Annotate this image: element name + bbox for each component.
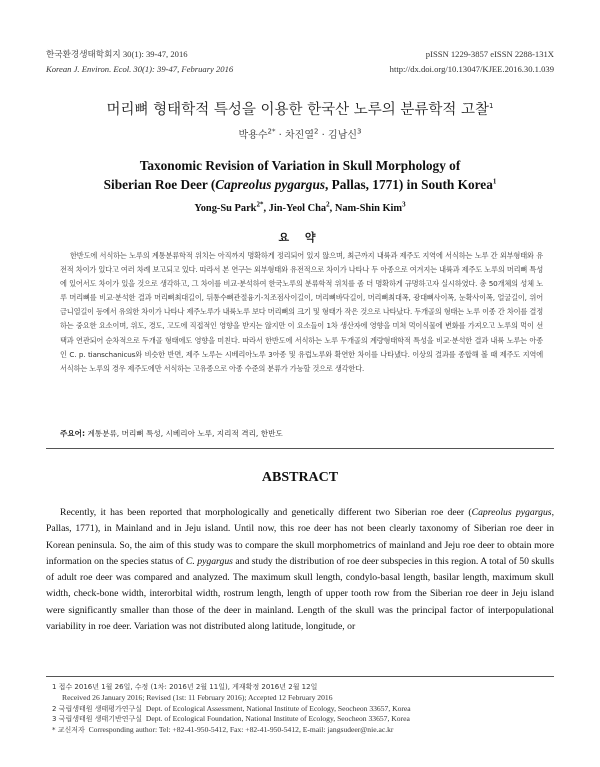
affiliation-en: Dept. of Ecological Assessment, National Institute of Ecology, Seocheon 33657, Korea [145, 703, 411, 713]
author-en-1: Yong-Su Park [194, 203, 257, 214]
author-kr-3-affil: 3 [357, 127, 362, 136]
author-separator: · [321, 130, 325, 141]
keywords [60, 428, 543, 439]
author-en-2: Jin-Yeol Cha [268, 203, 327, 214]
doi-link[interactable]: http://dx.doi.org/10.13047/KJEE.2016.30.1.039 [389, 64, 554, 74]
abstract-heading: ABSTRACT [261, 470, 339, 485]
journal-identifiers [390, 47, 554, 77]
species-name: C. pygargus [185, 555, 233, 567]
authors-english [0, 200, 600, 214]
author-separator: , [329, 203, 335, 214]
species-name: Capreolus pygargus [471, 507, 552, 518]
abstract-english-body [46, 505, 554, 635]
journal-citation-en: Korean J. Environ. Ecol. 30(1): 39-47, February 2016 [46, 64, 234, 74]
author-separator: , [263, 203, 269, 214]
title-text: Siberian Roe Deer ( [103, 177, 216, 192]
author-kr-2-affil: 2 [314, 127, 319, 136]
abstract-text: , Pallas, 1771), in Mainland and in Jeju island. Until now, this roe deer has not been clearly taxonomy of Siberian roe deer in Korean peninsula. So, the aim of this study was to compare the skull morphometrics of mainland and Jeju roe deer to obtain more information on the species status of [46, 507, 554, 567]
title-english-line2 [0, 175, 600, 194]
corresponding-label: * 교신저자 [52, 726, 85, 735]
issn: pISSN 1229-3857 eISSN 2288-131X [425, 49, 554, 59]
abstract-korean-body: 한반도에 서식하는 노루의 계통분류학적 위치는 아직까지 명확하게 정리되어 있지 않으며, 최근까지 내륙과 제주도 지역에 서식하는 노루 간 외부형태와 유전적 차이가 있다고 여러 차례 보고되고 있다. 따라서 본 연구는 외부형태와 유전적으로 차이가 나타나 두 아종으로 여겨지는 내륙과 제주도 노루의 머리뼈 특성에 있어서도 차이가 있을 것으로 생각하고, 그 차이를 비교·분석하여 한국노루의 분류학적 위치를 좀 더 명확하게 규명하고자 실시하였다. 총 50개체의 성체 노루 머리뼈를 비교·분석한 결과 머리뼈최대길이, 뒤통수뼈관절융기-치조점사이길이, 머리뼈바닥길이, 머리뼈최대폭, 광대뼈사이폭, 눈확사이폭, 얼굴길이, 위어금니열길이 등에서 유의한 차이가 나타나 제주노루가 내륙노루 보다 머리뼈의 크기 및 형태가 작은 것으로 나타났다. 두개골의 형태는 노루 이종 간 차이를 결정하는 중요한 요소이며, 위도, 경도, 고도에 직접적인 영향을 받지는 않지만 이 요소들이 1차 생산자에 영향을 미쳐 먹이식물에 변화를 가져오고 노루의 먹이 선택과 연관되어 순차적으로 두개골 형태에도 영향을 미친다. 따라서 한반도에 서식하는 노루 두개골의 계량형태학적 특성을 비교·분석한 결과 내륙 노루는 아종인 C. p. tianschanicus와 비슷한 반면, 제주 노루는 시베리아노루 3아종 및 유럽노루와 확연한 차이를 나타냈다. 이상의 결과를 종합해 볼 때 제주도 지역에 서식하는 노루의 경우 제주도에만 서식하는 고유종으로 아종 수준의 분류가 가능할 것으로 생각한다. [60, 251, 543, 373]
footnotes [52, 682, 554, 736]
title-english [0, 156, 600, 194]
footnote-affiliation-2 [52, 704, 554, 715]
author-kr-1: 박용수 [238, 130, 268, 141]
title-korean [0, 98, 600, 119]
footnote-affiliation-3 [52, 714, 554, 725]
species-name: Capreolus pygargus [215, 177, 326, 192]
author-kr-2: 차진열 [285, 130, 314, 141]
journal-citation-kr: 한국환경생태학회지 30(1): 39-47, 2016 [46, 49, 188, 59]
footnote-received-en: Received 26 January 2016; Revised (1st: 11 February 2016); Accepted 12 February 2016 [62, 692, 333, 702]
authors-korean [0, 126, 600, 141]
keywords-list: 계통분류, 머리뼈 특성, 시베리아 노루, 지리적 격리, 한반도 [87, 429, 283, 438]
author-kr-3: 김남신 [328, 130, 358, 141]
affiliation-kr: 2 국립생태원 생태평가연구실 [52, 704, 143, 713]
footnote-corresponding-author [52, 725, 554, 736]
keywords-label: 주요어: [60, 429, 86, 438]
affiliation-en: Dept. of Ecological Foundation, National Institute of Ecology, Seocheon 33657, Korea [145, 714, 410, 724]
footnote-received-kr: 1 접수 2016년 1월 26일, 수정 (1차: 2016년 2월 11일), 게재확정 2016년 2월 12일 [52, 683, 318, 691]
abstract-text: and study the distribution of roe deer subspecies in this region. A total of 50 skulls of adult roe deer was compared and analyzed. The maximum skull length, condylo-basal length, basilar length, maximum skull width, check-bone width, interorbital width, rostrum length, length of upper tooth row from the Siberian roe deer in Jeju island were significantly smaller than those of the deer in mainland. Length of the skull was the principal factor of interpopulational variability in roe deer. Variation was not distributed along latitude, longitude, or [46, 555, 554, 633]
title-text: , Pallas, 1771) in South Korea [325, 177, 493, 192]
corresponding-contact: Corresponding author: Tel: +82-41-950-5412, Fax: +82-41-950-5412, E-mail: jangsudeer@nie.ac.kr [88, 725, 394, 735]
section-divider [46, 448, 554, 449]
title-english-line1: Taxonomic Revision of Variation in Skull Morphology of [139, 158, 461, 173]
footnote-divider [46, 676, 554, 677]
affiliation-kr: 3 국립생태원 생태기반연구실 [52, 715, 143, 724]
author-separator: · [278, 130, 282, 141]
journal-citation [46, 47, 233, 77]
author-en-3: Nam-Shin Kim [334, 203, 403, 214]
author-en-3-affil: 3 [402, 200, 406, 209]
author-kr-1-affil: 2* [267, 127, 276, 136]
author-en-1-affil: 2* [256, 200, 264, 209]
abstract-text: Recently, it has been reported that morphologically and genetically different two Siberian roe deer ( [60, 507, 472, 518]
title-korean-footnote-mark: 1 [488, 102, 494, 111]
title-korean-text: 머리뼈 형태학적 특성을 이용한 한국산 노루의 분류학적 고찰 [106, 102, 489, 118]
author-en-2-affil: 2 [326, 200, 330, 209]
title-english-footnote-mark: 1 [492, 177, 497, 186]
abstract-korean-heading: 요 약 [278, 231, 322, 244]
